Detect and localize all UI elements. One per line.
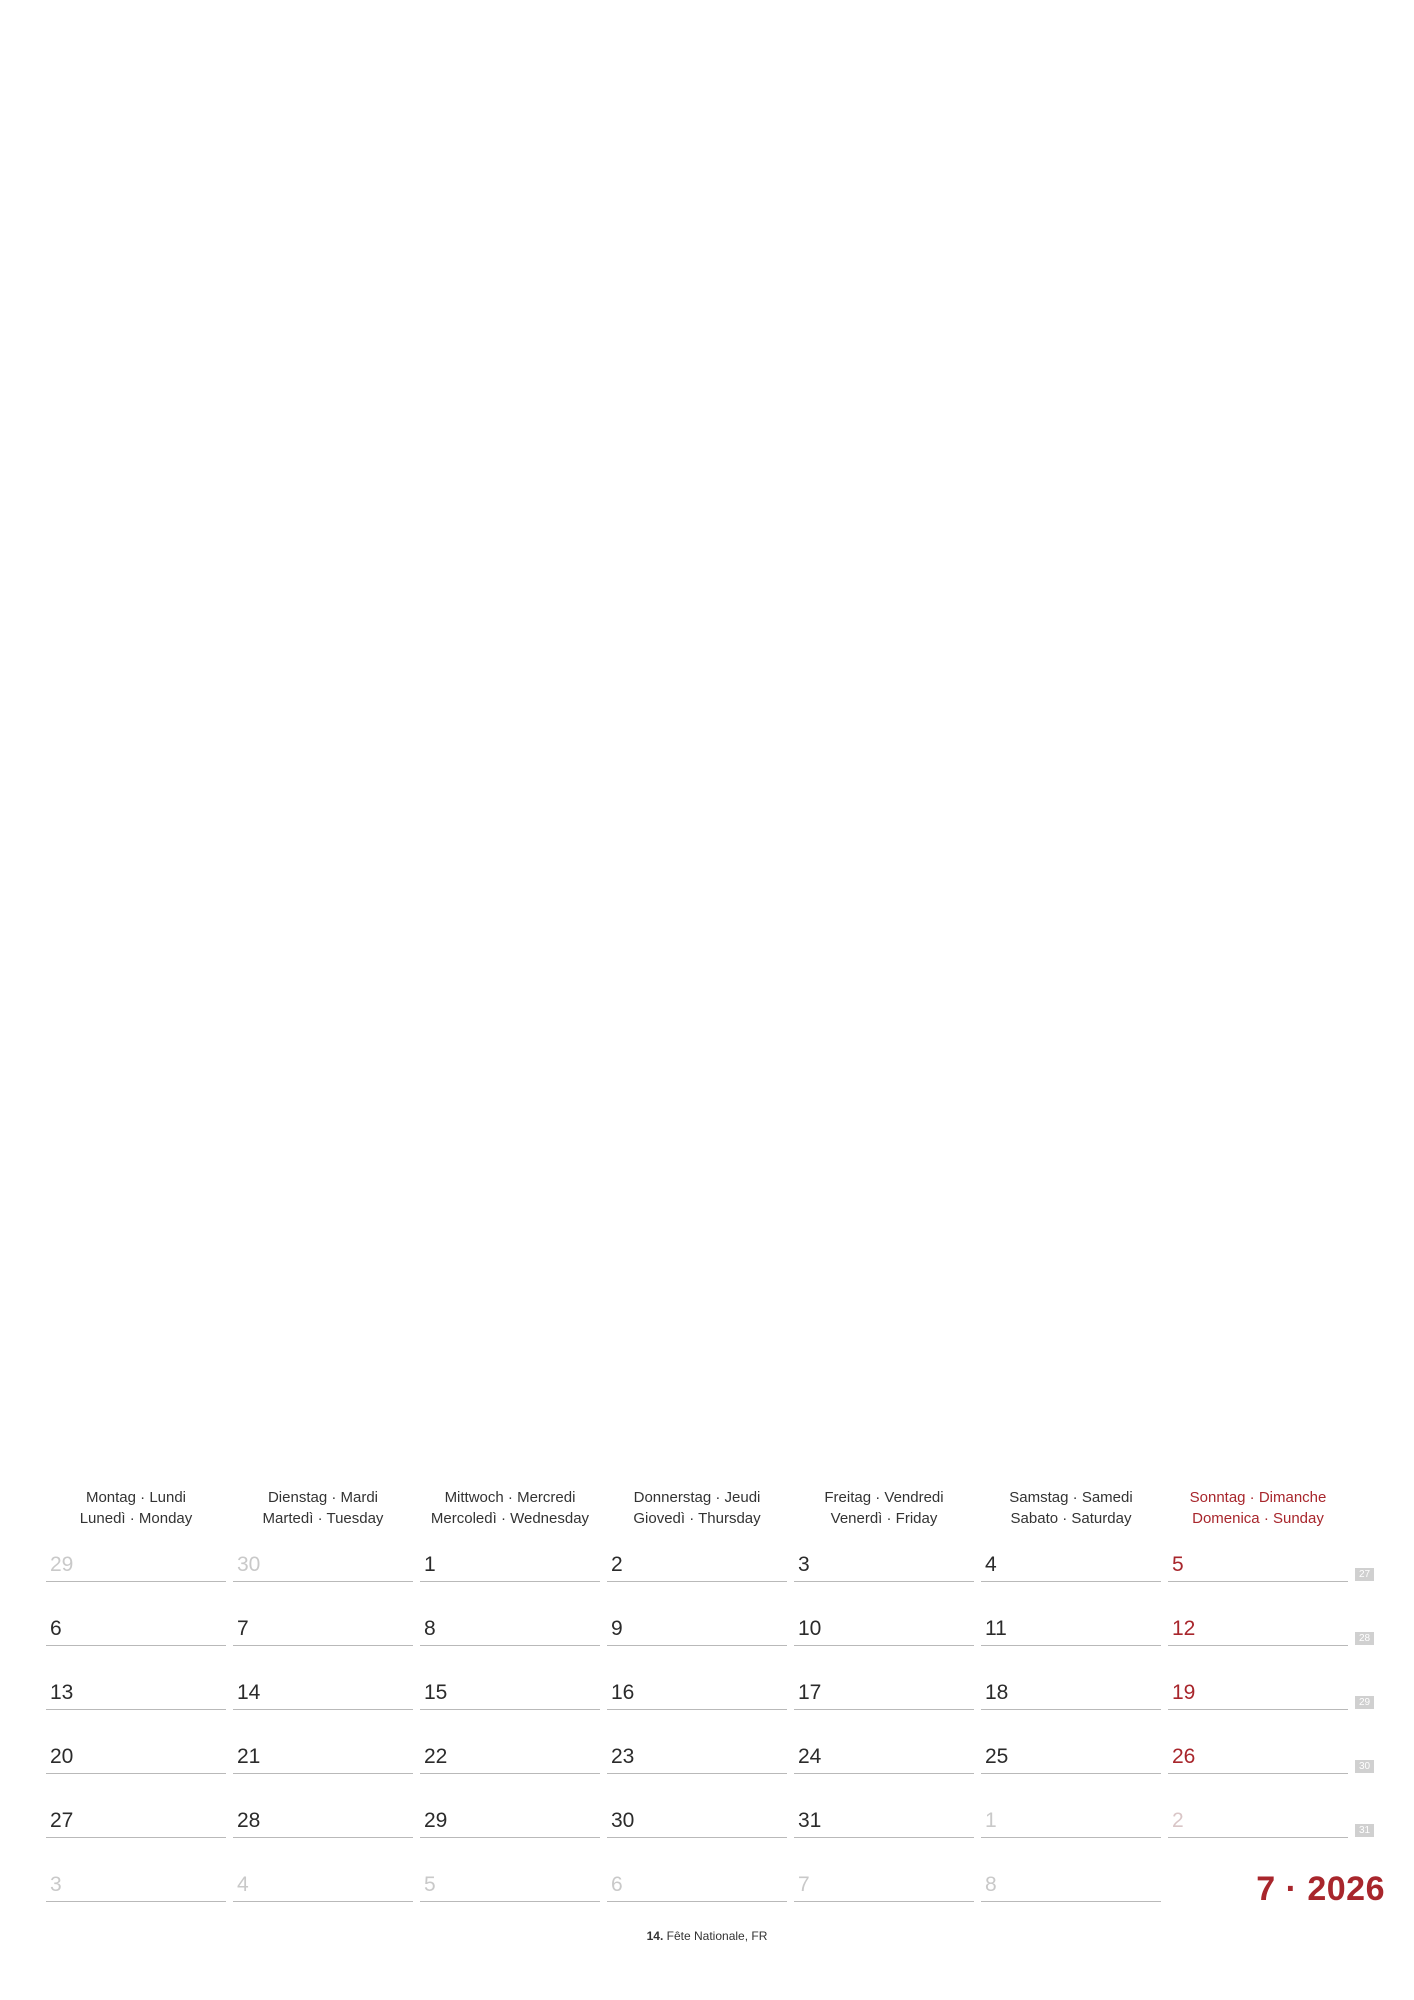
day-cell[interactable] [420, 1613, 600, 1646]
day-cell[interactable] [607, 1613, 787, 1646]
weekday-name-line2: Venerdì · Friday [830, 1510, 938, 1527]
weekday-header-2 [420, 1487, 600, 1529]
day-number: 21 [237, 1745, 261, 1768]
day-number: 13 [50, 1681, 74, 1704]
day-cell[interactable] [794, 1869, 974, 1902]
day-cell[interactable] [607, 1741, 787, 1774]
day-number: 18 [985, 1681, 1009, 1704]
day-number: 7 [798, 1873, 810, 1896]
day-number: 25 [985, 1745, 1009, 1768]
day-cell[interactable] [607, 1869, 787, 1902]
weekday-header-5 [981, 1487, 1161, 1529]
weekday-header-6 [1168, 1487, 1348, 1529]
day-cell[interactable] [981, 1613, 1161, 1646]
day-number: 26 [1172, 1745, 1196, 1768]
day-cell[interactable] [794, 1549, 974, 1582]
day-cell[interactable] [1168, 1805, 1348, 1838]
day-number: 20 [50, 1745, 74, 1768]
day-cell[interactable] [981, 1805, 1161, 1838]
day-number: 29 [424, 1809, 448, 1832]
week-number-badge: 29 [1355, 1696, 1374, 1709]
day-cell[interactable] [233, 1869, 413, 1902]
day-cell[interactable] [1168, 1677, 1348, 1710]
day-number: 6 [611, 1873, 623, 1896]
day-cell[interactable] [420, 1677, 600, 1710]
day-cell[interactable] [233, 1613, 413, 1646]
day-number: 31 [798, 1809, 822, 1832]
day-number: 24 [798, 1745, 822, 1768]
day-number: 14 [237, 1681, 261, 1704]
day-cell[interactable] [46, 1549, 226, 1582]
day-number: 2 [611, 1553, 623, 1576]
day-number: 11 [985, 1617, 1007, 1640]
day-number: 10 [798, 1617, 822, 1640]
day-number: 16 [611, 1681, 635, 1704]
day-cell[interactable] [420, 1549, 600, 1582]
weekday-name-line2: Lunedì · Monday [79, 1510, 193, 1527]
weekday-name-line1: Sonntag · Dimanche [1189, 1489, 1327, 1506]
day-cell[interactable] [233, 1549, 413, 1582]
day-cell[interactable] [420, 1741, 600, 1774]
week-number-badge: 27 [1355, 1568, 1374, 1581]
day-cell[interactable] [794, 1677, 974, 1710]
weekday-name-line1: Dienstag · Mardi [267, 1489, 379, 1506]
weekday-header-0 [46, 1487, 226, 1529]
day-cell[interactable] [46, 1805, 226, 1838]
weekday-header-3 [607, 1487, 787, 1529]
month-year-label: 7 · 2026 [1256, 1870, 1385, 1908]
day-number: 23 [611, 1745, 635, 1768]
weekday-name-line1: Freitag · Vendredi [824, 1489, 944, 1506]
day-cell[interactable] [233, 1805, 413, 1838]
day-cell[interactable] [794, 1613, 974, 1646]
day-number: 5 [1172, 1553, 1184, 1576]
day-cell[interactable] [46, 1741, 226, 1774]
day-cell[interactable] [981, 1677, 1161, 1710]
day-cell[interactable] [607, 1677, 787, 1710]
day-cell[interactable] [420, 1869, 600, 1902]
day-number: 15 [424, 1681, 448, 1704]
weekday-header-4 [794, 1487, 974, 1529]
day-number: 8 [424, 1617, 436, 1640]
day-cell[interactable] [981, 1741, 1161, 1774]
weekday-name-line1: Samstag · Samedi [1009, 1489, 1133, 1506]
day-number: 1 [424, 1553, 436, 1576]
week-number-badge: 28 [1355, 1632, 1374, 1645]
day-number: 1 [985, 1809, 997, 1832]
day-number: 9 [611, 1617, 623, 1640]
day-number: 29 [50, 1553, 74, 1576]
day-cell[interactable] [794, 1805, 974, 1838]
day-number: 30 [611, 1809, 635, 1832]
weekday-name-line2: Giovedì · Thursday [633, 1510, 761, 1527]
day-number: 3 [798, 1553, 810, 1576]
day-cell[interactable] [1168, 1613, 1348, 1646]
day-number: 22 [424, 1745, 448, 1768]
day-number: 4 [237, 1873, 249, 1896]
week-number-badge: 30 [1355, 1760, 1374, 1773]
day-cell[interactable] [46, 1677, 226, 1710]
weekday-name-line1: Mittwoch · Mercredi [444, 1489, 576, 1506]
weekday-name-line2: Mercoledì · Wednesday [430, 1510, 590, 1527]
weekday-name-line2: Martedì · Tuesday [262, 1510, 384, 1527]
day-cell[interactable] [420, 1805, 600, 1838]
day-cell[interactable] [46, 1869, 226, 1902]
day-number: 17 [798, 1681, 822, 1704]
day-number: 4 [985, 1553, 997, 1576]
day-cell[interactable] [981, 1549, 1161, 1582]
holiday-text: Fête Nationale, FR [666, 1929, 768, 1943]
day-cell[interactable] [1168, 1741, 1348, 1774]
day-cell[interactable] [46, 1613, 226, 1646]
holiday-note [0, 1929, 1414, 1943]
day-cell[interactable] [794, 1741, 974, 1774]
weekday-header-1 [233, 1487, 413, 1529]
day-number: 30 [237, 1553, 261, 1576]
day-number: 27 [50, 1809, 74, 1832]
day-cell[interactable] [607, 1805, 787, 1838]
week-number-badge: 31 [1355, 1824, 1374, 1837]
day-number: 8 [985, 1873, 997, 1896]
day-number: 12 [1172, 1617, 1196, 1640]
weekday-name-line1: Donnerstag · Jeudi [633, 1489, 761, 1506]
day-cell[interactable] [981, 1869, 1161, 1902]
day-number: 6 [50, 1617, 62, 1640]
day-cell[interactable] [607, 1549, 787, 1582]
day-number: 3 [50, 1873, 62, 1896]
holiday-day: 14. [646, 1929, 664, 1943]
day-cell[interactable] [233, 1741, 413, 1774]
day-number: 5 [424, 1873, 436, 1896]
weekday-header [0, 1487, 1414, 1537]
weekday-name-line2: Domenica · Sunday [1192, 1510, 1324, 1527]
day-number: 7 [237, 1617, 249, 1640]
weekday-name-line1: Montag · Lundi [85, 1489, 187, 1506]
day-number: 2 [1172, 1809, 1184, 1832]
day-number: 28 [237, 1809, 261, 1832]
day-number: 19 [1172, 1681, 1196, 1704]
day-cell[interactable] [1168, 1549, 1348, 1582]
weekday-name-line2: Sabato · Saturday [1010, 1510, 1132, 1527]
day-cell[interactable] [233, 1677, 413, 1710]
